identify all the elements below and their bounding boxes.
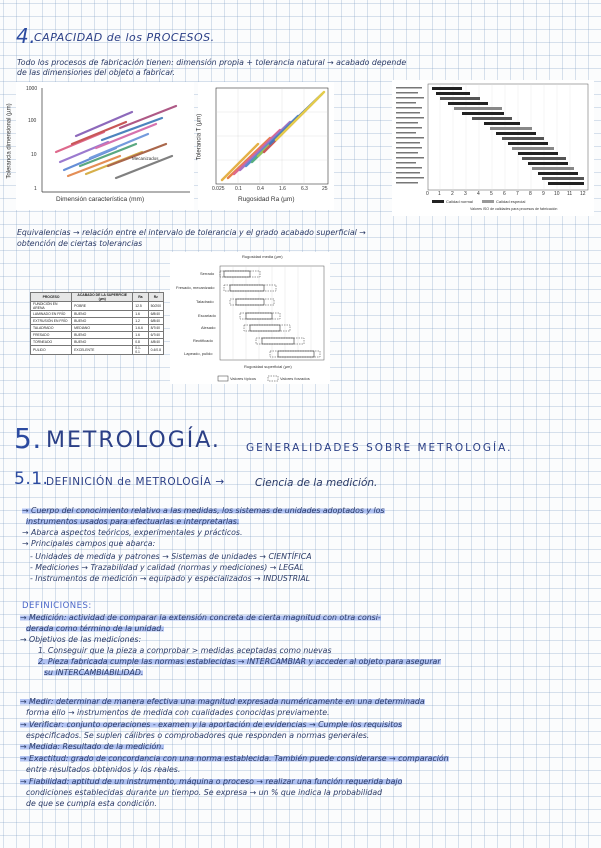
chart3-xtick-2: 2 xyxy=(451,191,454,197)
chart4-xlabel: Rugosidad superficial (µm) xyxy=(244,364,292,369)
chart3-xtick-3: 3 xyxy=(464,191,467,197)
chart3-xtick-0: 0 xyxy=(426,191,429,197)
table-cell: 1.6 xyxy=(133,332,148,339)
chart2-xtick-4: 1.6 xyxy=(279,186,286,192)
table-cell: 6/8/40 xyxy=(148,311,163,318)
table-row xyxy=(31,318,164,325)
bullet-line-4: → Principales campos que abarca: xyxy=(22,539,156,548)
table-cell: PULIDO xyxy=(31,346,72,355)
section-4-intro-line-1: Todo los procesos de fabricación tienen: dimensión propia + tolerancia natural → acabado depende xyxy=(17,58,407,67)
chart3-xtick-8: 8 xyxy=(529,191,532,197)
chart3-legend-2: Calidad especial xyxy=(496,199,526,204)
table-row xyxy=(31,346,164,355)
definition2-line-8 xyxy=(20,777,402,786)
chart3-xtick-6: 6 xyxy=(503,191,506,197)
definition2-line-3-text: → Verificar: conjunto operaciones - examen y la aportación de evidencias → Cumple los requisitos xyxy=(20,720,403,729)
equivalences-line-2: obtención de ciertas tolerancias xyxy=(17,239,143,248)
roughness-table-wrapper xyxy=(30,292,164,355)
table-cell: 1.2 xyxy=(133,318,148,325)
chart2-xtick-5: 6.3 xyxy=(301,186,308,192)
chart2-xtick-1: 0.025 xyxy=(212,186,225,192)
chart-iso-quality xyxy=(392,80,594,216)
table-cell: TORNEADO xyxy=(31,339,72,346)
chart2-xlabel: Rugosidad Ra (µm) xyxy=(238,196,295,203)
table-cell: BUENO xyxy=(72,318,133,325)
chart2-xtick-2: 0.1 xyxy=(235,186,242,192)
definition2-line-5-text: → Medida: Resultado de la medición. xyxy=(20,742,164,751)
section-4-number: 4. xyxy=(16,24,37,48)
table-cell: EXCELENTE xyxy=(72,346,133,355)
table-cell: 1.6 xyxy=(133,311,148,318)
bullet-line-1-text: → Cuerpo del conocimiento relativo a las medidas, los sistemas de unidades adoptados y los xyxy=(22,506,385,515)
definition2-line-8-text: → Fiabilidad: aptitud de un instrumento, máquina o proceso → realizar una función requerida bajo xyxy=(20,777,403,786)
chart4-category-1: Serrado xyxy=(200,271,215,276)
chart3-xtick-5: 5 xyxy=(490,191,493,197)
chart3-xtick-1: 1 xyxy=(438,191,441,197)
chart4-category-5: Alesado xyxy=(201,325,216,330)
chart1-ylabel: Tolerancia dimensional (µm) xyxy=(6,103,13,179)
chart2-xtick-6: 25 xyxy=(322,186,328,192)
bullet-line-2-text: instrumentos usados para efectuarlas e interpretarlas. xyxy=(26,517,240,526)
chart4-legend-1: Valores típicos xyxy=(230,376,256,381)
table-cell: FRESADO xyxy=(31,332,72,339)
definition2-line-7: entre resultados obtenidos y los reales. xyxy=(26,765,181,774)
table-cell: LAMINADO EN FRÍO xyxy=(31,311,72,318)
chart4-legend-2: Valores forzados xyxy=(280,376,310,381)
chart4-category-4: Escariado xyxy=(198,313,216,318)
table-row xyxy=(31,332,164,339)
table-cell: FUNDICIÓN EN ARENA xyxy=(31,302,72,311)
table-cell: BUENO xyxy=(72,311,133,318)
chart3-xtick-12: 12 xyxy=(580,191,586,197)
chart4-category-3: Taladrado xyxy=(196,299,214,304)
table-row xyxy=(31,302,164,311)
chart3-xtick-11: 11 xyxy=(567,191,573,197)
table-cell: 6/7/40 xyxy=(148,332,163,339)
definition2-line-5 xyxy=(20,742,164,751)
chart-dimensional-tolerance xyxy=(6,82,194,210)
chart2-xtick-3: 0.4 xyxy=(257,186,264,192)
field-line-1: - Unidades de medida y patrones → Sistemas de unidades → CIENTÍFICA xyxy=(30,552,312,561)
definition-line-1 xyxy=(20,613,381,622)
chart1-ytick-3: 10 xyxy=(31,152,37,158)
table-cell: MEDIANO xyxy=(72,325,133,332)
definition2-line-1-text: → Medir: determinar de manera efectiva una magnitud expresada numéricamente en una determinada xyxy=(20,697,425,706)
section-5-1-definition: Ciencia de la medición. xyxy=(255,477,378,489)
chart3-xtick-7: 7 xyxy=(516,191,519,197)
definition-line-6-text: su INTERCAMBIABILIDAD. xyxy=(44,668,144,677)
definition2-line-6-text: → Exactitud: grado de concordancia con una norma establecida. También puede considerarse → comparación xyxy=(20,754,449,763)
bullet-line-1 xyxy=(22,506,385,515)
chart4-category-7: Lapeado, pulido xyxy=(184,351,213,356)
definition2-line-1 xyxy=(20,697,425,706)
definition2-line-3 xyxy=(20,720,402,729)
chart3-caption: Valores ISO de calidades para procesos de fabricación xyxy=(470,207,558,211)
table-row xyxy=(31,339,164,346)
roughness-table-header xyxy=(31,293,164,302)
bullet-line-2 xyxy=(26,517,239,526)
section-5-1-number: 5.1. xyxy=(14,469,49,489)
definition-line-2 xyxy=(26,624,164,633)
definition2-line-4: especificados. Se suplen cálibres o comprobadores que responden a normas generales. xyxy=(26,731,370,740)
chart1-ytick-1: 1000 xyxy=(26,86,38,92)
definition-line-5 xyxy=(38,657,441,666)
chart3-xtick-9: 9 xyxy=(542,191,545,197)
table-cell: TALADRADO xyxy=(31,325,72,332)
chart2-ylabel: Tolerancia T (µm) xyxy=(196,113,203,161)
table-header-process: PROCESO xyxy=(31,293,72,302)
table-cell: 8/7/40 xyxy=(148,325,163,332)
section-5-1-title: DEFINICIÓN de METROLOGÍA → xyxy=(46,476,225,488)
chart4-category-6: Rectificado xyxy=(193,338,213,343)
definition-line-3: → Objetivos de las mediciones: xyxy=(20,635,142,644)
table-cell: 6/8/40 xyxy=(148,318,163,325)
chart3-xtick-10: 10 xyxy=(554,191,560,197)
table-header-ra: Ra xyxy=(133,293,148,302)
field-line-3: - Instrumentos de medición → equipado y especializados → INDUSTRIAL xyxy=(30,574,311,583)
definition-line-2-text: derada como término de la unidad. xyxy=(26,624,164,633)
table-cell: 50/200 xyxy=(148,302,163,311)
chart-roughness-ranges xyxy=(170,252,330,384)
chart-iso-quality-svg xyxy=(392,80,594,216)
chart3-legend-1: Calidad normal xyxy=(446,199,473,204)
chart4-category-2: Fresado, mecanizado xyxy=(176,285,215,290)
section-5-number: 5. xyxy=(14,422,42,455)
definition-line-5-text: 2. Pieza fabricada cumple las normas establecidas → INTERCAMBIAR y acceder al objeto para asegurar xyxy=(38,657,441,666)
table-cell: EXTRUSIÓN EN FRÍO xyxy=(31,318,72,325)
table-cell: POBRE xyxy=(72,302,133,311)
section-5-subtitle: GENERALIDADES SOBRE METROLOGÍA. xyxy=(246,442,513,454)
definition2-line-6 xyxy=(20,754,449,763)
table-cell: 0.4/0.8 xyxy=(148,346,163,355)
table-cell: 1.6-6 xyxy=(133,325,148,332)
bullet-line-3: → Abarca aspectos teóricos, experimentales y prácticos. xyxy=(22,528,243,537)
table-row xyxy=(31,325,164,332)
equivalences-line-1: Equivalencias → relación entre el intervalo de tolerancia y el grado acabado superficial → xyxy=(17,228,366,237)
section-5-title: METROLOGÍA. xyxy=(46,428,221,453)
section-4-intro-line-2: de las dimensiones del objeto a fabricar. xyxy=(17,68,175,77)
chart1-ytick-2: 100 xyxy=(28,118,37,124)
definition-line-1-text: → Medición: actividad de comparar la extensión concreta de cierta magnitud con otra consi- xyxy=(20,613,381,622)
section-4-title: CAPACIDAD de los PROCESOS. xyxy=(34,31,215,44)
chart-dimensional-tolerance-svg xyxy=(16,82,194,210)
chart1-ytick-4: 1 xyxy=(34,186,37,192)
table-cell: 4/8/40 xyxy=(148,339,163,346)
definition2-line-9: condiciones establecidas durante un tiempo. Se expresa → un % que indica la probabilidad xyxy=(26,788,383,797)
table-cell: 0.8 xyxy=(133,339,148,346)
table-cell: 12.5 xyxy=(133,302,148,311)
field-line-2: - Mediciones → Trazabilidad y calidad (normas y mediciones) → LEGAL xyxy=(30,563,304,572)
chart1-annotation: Mecanizados xyxy=(132,156,159,161)
chart-tolerance-roughness xyxy=(198,82,334,210)
table-header-rz: Rz xyxy=(148,293,163,302)
chart3-xtick-4: 4 xyxy=(477,191,480,197)
chart1-xlabel: Dimensión característica (mm) xyxy=(56,196,145,203)
table-row xyxy=(31,311,164,318)
table-cell: 0.1-0.1 xyxy=(133,346,148,355)
definition2-line-2: forma ello → instrumentos de medida con cualidades conocidas previamente. xyxy=(26,708,330,717)
definition-line-6 xyxy=(44,668,143,677)
table-header-finish: ACABADO DE LA SUPERFICIE (µm) xyxy=(72,293,133,302)
table-cell: BUENO xyxy=(72,339,133,346)
chart4-title: Rugosidad media (µm) xyxy=(242,254,283,259)
roughness-table xyxy=(30,292,164,355)
definition-line-4: 1. Conseguir que la pieza a comprobar > medidas aceptadas como nuevas xyxy=(38,646,332,655)
definitions-heading: DEFINICIONES: xyxy=(22,601,92,611)
definition2-line-10: de que se cumpla esta condición. xyxy=(26,799,157,808)
table-cell: BUENO xyxy=(72,332,133,339)
